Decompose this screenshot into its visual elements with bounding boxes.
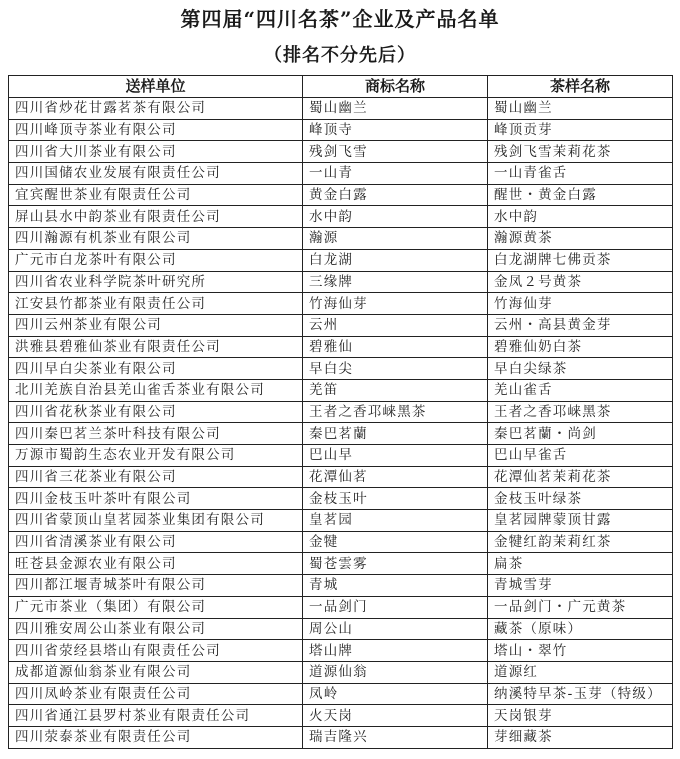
enterprise-product-table [8,75,673,749]
cell-trademark-name: 金犍 [303,531,488,553]
cell-trademark-name: 蜀山幽兰 [303,98,488,120]
table-body [9,98,673,749]
table-row [9,726,673,748]
cell-tea-sample-name: 峰顶贡芽 [488,119,673,141]
cell-submitting-unit: 四川云州茶业有限公司 [9,314,303,336]
cell-tea-sample-name: 碧雅仙奶白茶 [488,336,673,358]
cell-trademark-name: 一山青 [303,163,488,185]
cell-trademark-name: 皇茗园 [303,510,488,532]
cell-submitting-unit: 四川早白尖茶业有限公司 [9,358,303,380]
cell-tea-sample-name: 水中韵 [488,206,673,228]
cell-tea-sample-name: 天岗银芽 [488,705,673,727]
cell-trademark-name: 瑞吉隆兴 [303,726,488,748]
cell-submitting-unit: 北川羌族自治县羌山雀舌茶业有限公司 [9,379,303,401]
cell-trademark-name: 碧雅仙 [303,336,488,358]
table-row [9,488,673,510]
header-trademark-name: 商标名称 [303,76,488,98]
cell-submitting-unit: 四川省炒花甘露茗茶有限公司 [9,98,303,120]
table-row [9,553,673,575]
cell-submitting-unit: 四川省农业科学院茶叶研究所 [9,271,303,293]
cell-tea-sample-name: 羌山雀舌 [488,379,673,401]
cell-trademark-name: 一品剑门 [303,596,488,618]
cell-trademark-name: 周公山 [303,618,488,640]
cell-submitting-unit: 四川省大川茶业有限公司 [9,141,303,163]
table-row [9,163,673,185]
cell-submitting-unit: 洪雅县碧雅仙茶业有限责任公司 [9,336,303,358]
cell-trademark-name: 羌笛 [303,379,488,401]
table-row [9,228,673,250]
cell-trademark-name: 峰顶寺 [303,119,488,141]
cell-trademark-name: 残剑飞雪 [303,141,488,163]
cell-trademark-name: 竹海仙芽 [303,293,488,315]
header-submitting-unit: 送样单位 [9,76,303,98]
cell-submitting-unit: 四川省花秋茶业有限公司 [9,401,303,423]
cell-tea-sample-name: 云州・高县黄金芽 [488,314,673,336]
cell-trademark-name: 三缘牌 [303,271,488,293]
cell-trademark-name: 塔山牌 [303,640,488,662]
table-row [9,575,673,597]
cell-submitting-unit: 四川凤岭茶业有限责任公司 [9,683,303,705]
cell-trademark-name: 火天岗 [303,705,488,727]
cell-submitting-unit: 屏山县水中韵茶业有限责任公司 [9,206,303,228]
cell-submitting-unit: 四川省通江县罗村茶业有限责任公司 [9,705,303,727]
cell-submitting-unit: 四川省蒙顶山皇茗园茶业集团有限公司 [9,510,303,532]
cell-trademark-name: 巴山早 [303,445,488,467]
cell-submitting-unit: 四川省荥经县塔山有限责任公司 [9,640,303,662]
cell-submitting-unit: 宜宾醒世茶业有限责任公司 [9,184,303,206]
cell-trademark-name: 黄金白露 [303,184,488,206]
table-row [9,184,673,206]
cell-submitting-unit: 江安县竹都茶业有限责任公司 [9,293,303,315]
cell-tea-sample-name: 藏茶（原味） [488,618,673,640]
header-tea-sample-name: 茶样名称 [488,76,673,98]
table-row [9,293,673,315]
cell-trademark-name: 花潭仙茗 [303,466,488,488]
table-row [9,336,673,358]
cell-trademark-name: 青城 [303,575,488,597]
table-row [9,683,673,705]
table-row [9,705,673,727]
table-header-row [9,76,673,98]
document-subtitle: （排名不分先后） [264,45,416,66]
table-row [9,423,673,445]
table-row [9,510,673,532]
cell-submitting-unit: 广元市茶业（集团）有限公司 [9,596,303,618]
cell-trademark-name: 白龙湖 [303,249,488,271]
document-title: 第四届“四川名茶”企业及产品名单 [180,7,500,31]
cell-trademark-name: 水中韵 [303,206,488,228]
table-row [9,661,673,683]
cell-tea-sample-name: 金枝玉叶绿茶 [488,488,673,510]
cell-tea-sample-name: 道源红 [488,661,673,683]
cell-submitting-unit: 四川秦巴茗兰茶叶科技有限公司 [9,423,303,445]
table-row [9,401,673,423]
cell-trademark-name: 蜀苍雲雾 [303,553,488,575]
table-row [9,249,673,271]
cell-tea-sample-name: 纳溪特早茶-玉芽（特级） [488,683,673,705]
cell-tea-sample-name: 扁茶 [488,553,673,575]
table-row [9,271,673,293]
table-row [9,640,673,662]
cell-submitting-unit: 四川省清溪茶业有限公司 [9,531,303,553]
table-row [9,358,673,380]
cell-tea-sample-name: 白龙湖牌七佛贡茶 [488,249,673,271]
cell-submitting-unit: 四川雅安周公山茶业有限公司 [9,618,303,640]
cell-trademark-name: 金枝玉叶 [303,488,488,510]
cell-tea-sample-name: 皇茗园牌蒙顶甘露 [488,510,673,532]
cell-submitting-unit: 万源市蜀韵生态农业开发有限公司 [9,445,303,467]
cell-submitting-unit: 广元市白龙茶叶有限公司 [9,249,303,271]
table-row [9,206,673,228]
cell-tea-sample-name: 蜀山幽兰 [488,98,673,120]
cell-tea-sample-name: 一品剑门・广元黄茶 [488,596,673,618]
cell-tea-sample-name: 瀚源黄茶 [488,228,673,250]
cell-tea-sample-name: 金凤２号黄茶 [488,271,673,293]
cell-submitting-unit: 旺苍县金源农业有限公司 [9,553,303,575]
cell-tea-sample-name: 塔山・翠竹 [488,640,673,662]
cell-tea-sample-name: 一山青雀舌 [488,163,673,185]
cell-tea-sample-name: 巴山早雀舌 [488,445,673,467]
table-row [9,596,673,618]
table-row [9,618,673,640]
table-row [9,445,673,467]
cell-submitting-unit: 四川金枝玉叶茶叶有限公司 [9,488,303,510]
cell-trademark-name: 秦巴茗蘭 [303,423,488,445]
cell-tea-sample-name: 竹海仙芽 [488,293,673,315]
table-row [9,141,673,163]
cell-submitting-unit: 四川国储农业发展有限责任公司 [9,163,303,185]
cell-trademark-name: 凤岭 [303,683,488,705]
table-row [9,119,673,141]
cell-submitting-unit: 四川荥泰茶业有限责任公司 [9,726,303,748]
cell-trademark-name: 王者之香邛崃黑茶 [303,401,488,423]
cell-tea-sample-name: 青城雪芽 [488,575,673,597]
cell-submitting-unit: 四川峰顶寺茶业有限公司 [9,119,303,141]
cell-submitting-unit: 成都道源仙翁茶业有限公司 [9,661,303,683]
cell-tea-sample-name: 金犍红韵茉莉红茶 [488,531,673,553]
table-row [9,531,673,553]
cell-submitting-unit: 四川瀚源有机茶业有限公司 [9,228,303,250]
cell-trademark-name: 早白尖 [303,358,488,380]
cell-tea-sample-name: 秦巴茗蘭・尚剑 [488,423,673,445]
table-row [9,466,673,488]
cell-submitting-unit: 四川都江堰青城茶叶有限公司 [9,575,303,597]
cell-trademark-name: 道源仙翁 [303,661,488,683]
cell-tea-sample-name: 残剑飞雪茉莉花茶 [488,141,673,163]
cell-tea-sample-name: 王者之香邛崃黑茶 [488,401,673,423]
table-row [9,314,673,336]
cell-tea-sample-name: 芽细藏茶 [488,726,673,748]
table-row [9,379,673,401]
cell-tea-sample-name: 醒世・黄金白露 [488,184,673,206]
cell-trademark-name: 瀚源 [303,228,488,250]
cell-trademark-name: 云州 [303,314,488,336]
cell-submitting-unit: 四川省三花茶业有限公司 [9,466,303,488]
cell-tea-sample-name: 早白尖绿茶 [488,358,673,380]
cell-tea-sample-name: 花潭仙茗茉莉花茶 [488,466,673,488]
table-row [9,98,673,120]
